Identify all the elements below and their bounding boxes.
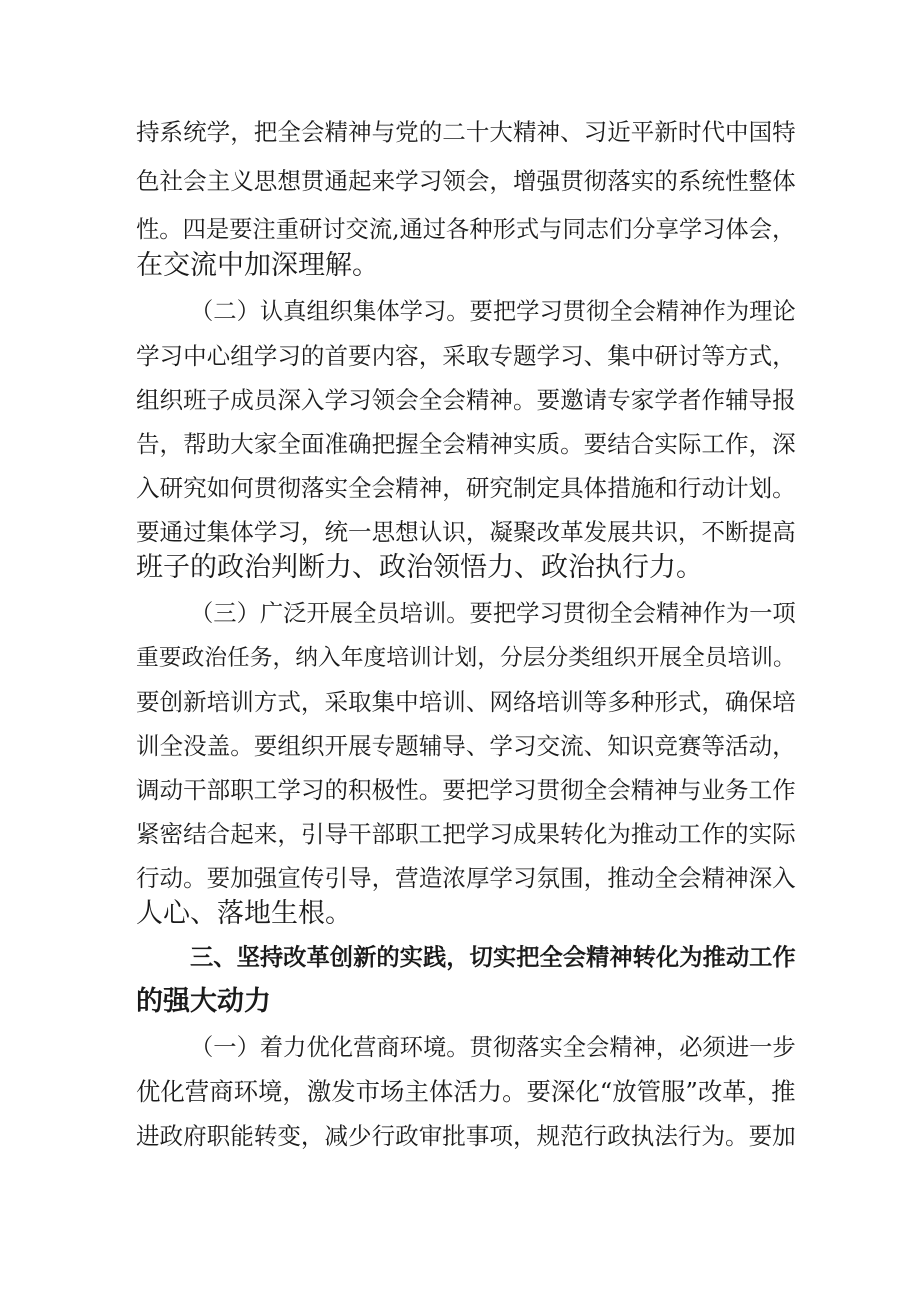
paragraph-line: 调动干部职工学习的积极性。要把学习贯彻全会精神与业务工作 (136, 776, 796, 804)
paragraph-line: 要创新培训方式，采取集中培训、网络培训等多种形式，确保培 (136, 688, 796, 716)
paragraph-line: 性。四是要注重研讨交流,通过各种形式与同志们分享学习体会， (136, 216, 796, 243)
paragraph-line: 在交流中加深理解。 (136, 250, 379, 281)
paragraph-line: 告，帮助大家全面准确把握全会精神实质。要结合实际工作，深 (136, 430, 796, 458)
paragraph-line: 优化营商环境，激发市场主体活力。要深化“放管服”改革，推 (136, 1077, 796, 1106)
section-heading-line: （二）认真组织集体学习。要把学习贯彻全会精神作为理论 (190, 298, 796, 325)
paragraph-line: 进政府职能转变，减少行政审批事项，规范行政执法行为。要加 (136, 1122, 796, 1150)
chapter-heading-line: 的强大动力 (136, 986, 271, 1017)
paragraph-line: 训全没盖。要组织开展专题辅导、学习交流、知识竞赛等活动， (136, 732, 796, 760)
paragraph-line: 学习中心组学习的首要内容，采取专题学习、集中研讨等方式， (136, 342, 796, 370)
paragraph-line: 班子的政治判断力、政治领悟力、政治执行力。 (136, 552, 703, 583)
paragraph-line: 重要政治任务，纳入年度培训计划，分层分类组织开展全员培训。 (136, 645, 796, 671)
section-heading-line: （一）着力优化营商环境。贯彻落实全会精神，必须进一步 (190, 1034, 796, 1061)
section-heading-line: （三）广泛开展全员培训。要把学习贯彻全会精神作为一项 (190, 600, 796, 627)
paragraph-line: 入研究如何贯彻落实全会精神，研究制定具体措施和行动计划。 (136, 474, 796, 502)
paragraph-line: 色社会主义思想贯通起来学习领会，增强贯彻落实的系统性整体 (136, 167, 796, 195)
paragraph-line: 持系统学，把全会精神与党的二十大精神、习近平新时代中国特 (136, 118, 796, 146)
paragraph-line: 人心、落地生根。 (136, 898, 352, 929)
paragraph-line: 行动。要加强宣传引导，营造浓厚学习氛围，推动全会精神深入 (136, 864, 796, 892)
paragraph-line: 紧密结合起来，引导干部职工把学习成果转化为推动工作的实际 (136, 820, 796, 848)
paragraph-line: 要通过集体学习，统一思想认识，凝聚改革发展共识，不断提高 (136, 518, 796, 546)
paragraph-line: 组织班子成员深入学习领会全会精神。要邀请专家学者作辅导报 (136, 386, 796, 414)
chapter-heading-line: 三、坚持改革创新的实践，切实把全会精神转化为推动工作 (190, 944, 796, 971)
